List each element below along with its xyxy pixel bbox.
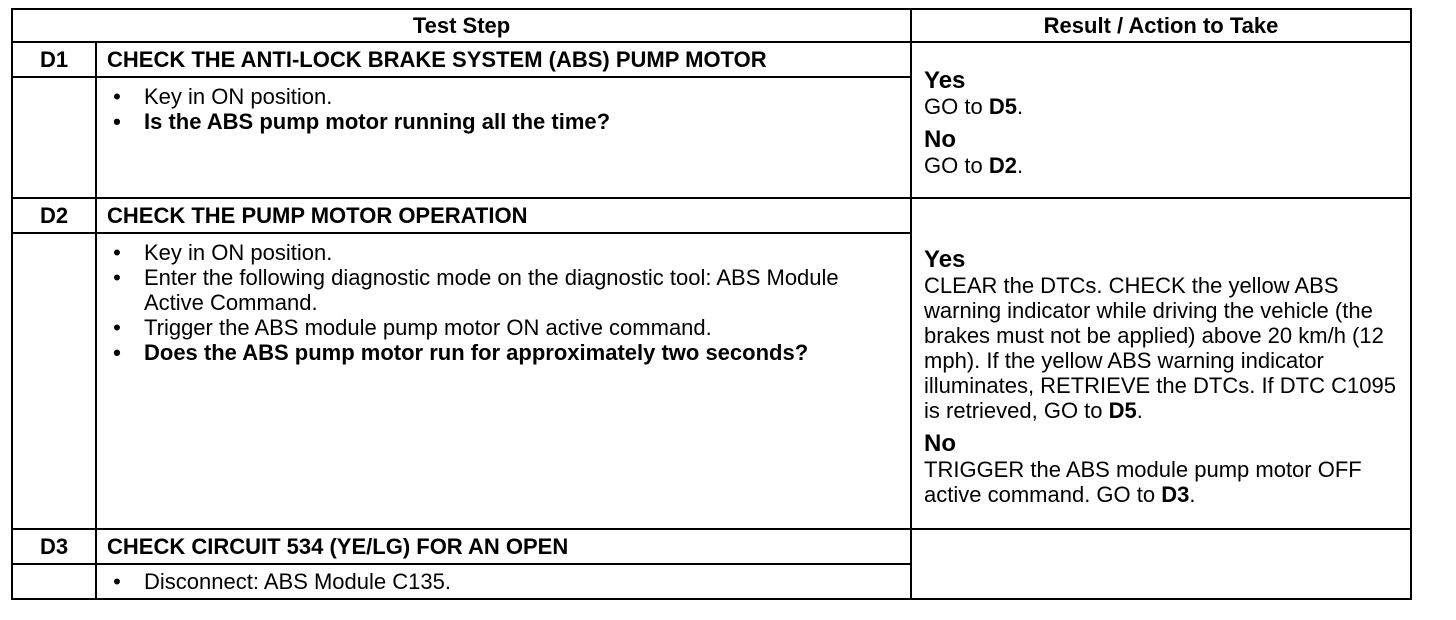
action-text: GO to bbox=[924, 153, 989, 178]
step-instructions bbox=[96, 77, 911, 198]
instruction-item bbox=[107, 84, 900, 109]
outcome-action bbox=[924, 273, 1400, 423]
step-title: CHECK THE PUMP MOTOR OPERATION bbox=[96, 198, 911, 233]
action-suffix: . bbox=[1189, 481, 1196, 507]
instruction-text: Key in ON position. bbox=[144, 84, 333, 109]
instruction-item bbox=[107, 240, 900, 265]
bullet-icon: • bbox=[113, 84, 121, 109]
bullet-icon: • bbox=[113, 569, 121, 594]
outcome-label: Yes bbox=[924, 245, 966, 273]
step-title-row bbox=[12, 529, 1411, 564]
outcome-label: No bbox=[924, 429, 957, 457]
bullet-icon: • bbox=[113, 315, 121, 340]
table-header-row bbox=[12, 9, 1411, 42]
step-title-row bbox=[12, 198, 1411, 233]
action-text: TRIGGER the ABS module pump motor OFF active command. GO to bbox=[924, 456, 1362, 507]
step-id: D1 bbox=[12, 42, 96, 77]
action-text: GO to bbox=[924, 94, 989, 119]
action-suffix: . bbox=[1136, 397, 1143, 423]
bullet-icon: • bbox=[113, 340, 121, 365]
step-instructions bbox=[96, 564, 911, 599]
instruction-item bbox=[107, 569, 900, 594]
outcome-no bbox=[924, 431, 1400, 507]
instruction-list bbox=[107, 569, 900, 594]
outcome-yes bbox=[924, 68, 1400, 119]
bullet-icon: • bbox=[113, 109, 121, 134]
instruction-question bbox=[107, 340, 900, 365]
step-id-spacer bbox=[12, 564, 96, 599]
bullet-icon: • bbox=[113, 265, 121, 290]
step-title: CHECK THE ANTI-LOCK BRAKE SYSTEM (ABS) PUMP MOTOR bbox=[96, 42, 911, 77]
action-step-ref: D3 bbox=[1161, 481, 1190, 507]
header-test-step: Test Step bbox=[12, 9, 911, 42]
action-step-ref: D5 bbox=[1108, 397, 1137, 423]
instruction-text: Disconnect: ABS Module C135. bbox=[144, 569, 451, 594]
outcome-action bbox=[924, 153, 1400, 178]
action-suffix: . bbox=[1016, 153, 1024, 178]
step-results bbox=[911, 42, 1411, 198]
outcome-yes bbox=[924, 247, 1400, 423]
step-id: D3 bbox=[12, 529, 96, 564]
step-results bbox=[911, 198, 1411, 529]
instruction-text: Does the ABS pump motor run for approximately two seconds? bbox=[144, 340, 809, 365]
header-result-action: Result / Action to Take bbox=[911, 9, 1411, 42]
outcome-no bbox=[924, 127, 1400, 178]
action-step-ref: D2 bbox=[988, 153, 1017, 178]
diagnostic-test-table bbox=[11, 8, 1412, 600]
step-results bbox=[911, 529, 1411, 599]
step-title-row bbox=[12, 42, 1411, 77]
step-title: CHECK CIRCUIT 534 (YE/LG) FOR AN OPEN bbox=[96, 529, 911, 564]
instruction-item bbox=[107, 265, 900, 315]
step-instructions bbox=[96, 233, 911, 529]
step-id-spacer bbox=[12, 233, 96, 529]
outcome-action bbox=[924, 457, 1400, 507]
bullet-icon: • bbox=[113, 240, 121, 265]
instruction-question bbox=[107, 109, 900, 134]
instruction-text: Is the ABS pump motor running all the time? bbox=[144, 109, 611, 134]
step-id: D2 bbox=[12, 198, 96, 233]
step-id-spacer bbox=[12, 77, 96, 198]
instruction-list bbox=[107, 84, 900, 134]
action-step-ref: D5 bbox=[988, 94, 1017, 119]
instruction-item bbox=[107, 315, 900, 340]
outcome-label: Yes bbox=[924, 67, 966, 94]
action-suffix: . bbox=[1016, 94, 1024, 119]
outcome-label: No bbox=[924, 126, 957, 153]
instruction-text: Trigger the ABS module pump motor ON active command. bbox=[144, 315, 712, 340]
instruction-list bbox=[107, 240, 900, 365]
action-text: CLEAR the DTCs. CHECK the yellow ABS warning indicator while driving the vehicle (the brakes must not be applied) above 20 km/h (12 mph). If the yellow ABS warning indicator illuminates, RETRIEVE the DTCs. If DTC C1095 is retrieved, GO to bbox=[924, 272, 1396, 423]
instruction-text: Key in ON position. bbox=[144, 240, 333, 265]
instruction-text: Enter the following diagnostic mode on the diagnostic tool: ABS Module Active Command. bbox=[144, 265, 839, 315]
outcome-action bbox=[924, 94, 1400, 119]
